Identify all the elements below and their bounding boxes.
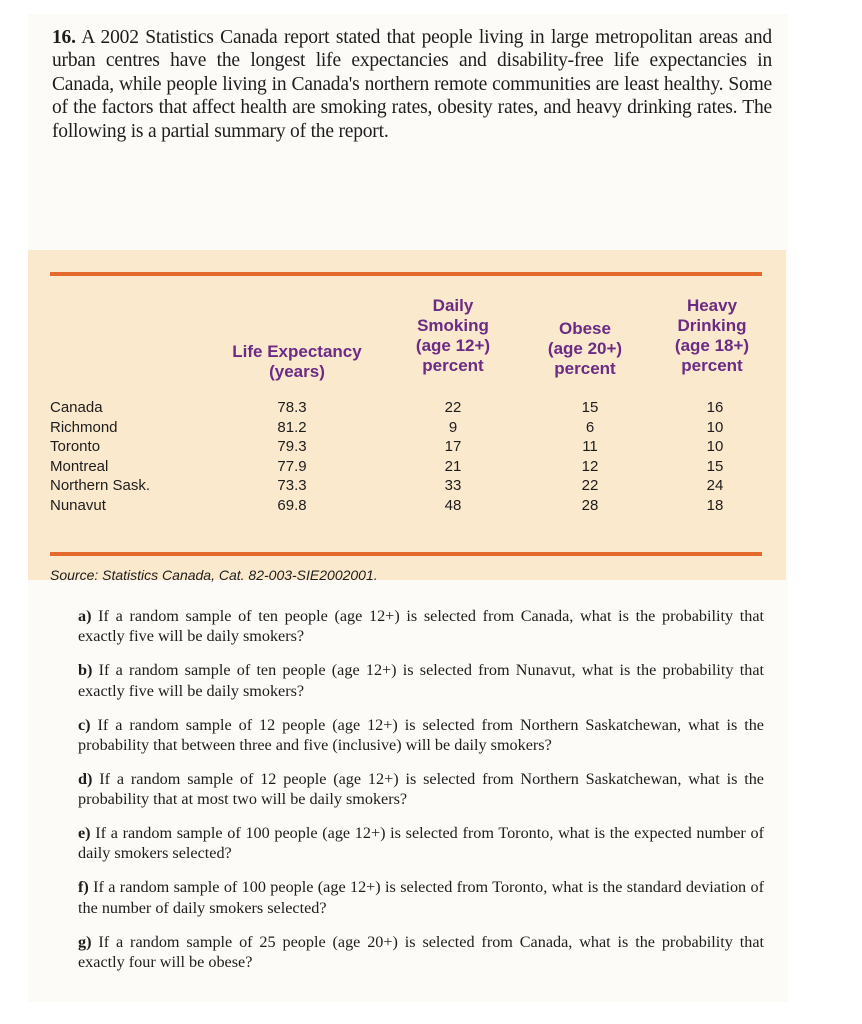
region-label: Toronto	[50, 438, 101, 455]
life-expectancy-column	[262, 398, 322, 515]
question-item	[78, 769, 764, 810]
region-label: Northern Sask.	[50, 477, 151, 494]
question-letter: a)	[78, 607, 92, 625]
table-cell: 15	[581, 399, 599, 416]
table-cell: 22	[581, 477, 599, 494]
question-letter: g)	[78, 932, 92, 951]
obese-column	[565, 398, 615, 515]
header-heavy-drinking: Heavy Drinking (age 18+) percent	[674, 296, 750, 375]
question-text: If a random sample of ten people (age 12+) is selected from Nunavut, what is the probability that exactly five will be daily smokers?	[78, 661, 765, 700]
table-cell: 10	[706, 418, 724, 436]
table-cell: 9	[448, 418, 458, 436]
region-column	[50, 398, 150, 515]
question-item	[78, 715, 764, 756]
source-label: Source:	[50, 567, 99, 583]
table-cell: 28	[581, 496, 599, 514]
table-cell: 15	[706, 457, 724, 475]
question-text: If a random sample of ten people (age 12+) is selected from Canada, what is the probability that exactly five will be daily smokers?	[78, 607, 765, 646]
table-cell: 77.9	[277, 457, 307, 475]
table-cell: 21	[444, 457, 462, 475]
question-item	[78, 932, 764, 973]
question-item	[78, 823, 764, 864]
table-cell: 48	[444, 496, 462, 514]
table-bottom-rule	[50, 552, 762, 556]
table-cell: 11	[582, 438, 598, 455]
question-letter: d)	[78, 769, 93, 788]
header-daily-smoking: Daily Smoking (age 12+) percent	[415, 296, 491, 375]
header-life-expectancy: Life Expectancy (years)	[232, 342, 362, 381]
table-cell: 6	[585, 418, 595, 436]
question-letter: f)	[78, 878, 89, 897]
problem-text: A 2002 Statistics Canada report stated that people living in large metropolitan areas and urban centres have the longest life expectancies and disability-free life expectancies in Canada, while people living in Canada's northern remote communities are least healthy. Some of the factors that affect health are smoking rates, obesity rates, and heavy drinking rates. The following is a partial summary of the report.	[52, 27, 772, 142]
region-label: Richmond	[50, 418, 118, 436]
table-cell: 18	[706, 496, 724, 514]
source-text: Statistics Canada, Cat. 82-003-SIE2002001.	[102, 567, 378, 583]
question-text: If a random sample of 100 people (age 12+) is selected from Toronto, what is the expected number of daily smokers selected?	[78, 824, 764, 863]
question-list	[78, 606, 764, 986]
table-cell: 79.3	[277, 438, 307, 455]
problem-intro	[52, 26, 772, 143]
question-text: If a random sample of 100 people (age 12+) is selected from Toronto, what is the standard deviation of the number of daily smokers selected?	[78, 878, 764, 917]
question-item	[78, 660, 764, 701]
header-obese: Obese (age 20+) percent	[547, 319, 623, 378]
table-cell: 78.3	[277, 399, 307, 416]
question-item	[78, 606, 764, 647]
region-label: Montreal	[50, 457, 109, 475]
table-cell: 73.3	[277, 477, 307, 494]
drinking-column	[690, 398, 740, 515]
table-cell: 12	[581, 457, 599, 475]
region-label: Nunavut	[50, 496, 106, 514]
question-text: If a random sample of 12 people (age 12+) is selected from Northern Saskatchewan, what is the probability that at most two will be daily smokers?	[78, 769, 764, 809]
table-source	[50, 567, 378, 583]
table-cell: 10	[706, 438, 724, 455]
question-letter: e)	[78, 824, 91, 843]
problem-number: 16.	[52, 27, 76, 48]
table-cell: 16	[706, 399, 724, 416]
question-text: If a random sample of 12 people (age 12+) is selected from Northern Saskatchewan, what is the probability that between three and five (inclusive) will be daily smokers?	[78, 715, 764, 754]
question-letter: b)	[78, 661, 93, 680]
table-cell: 81.2	[277, 418, 307, 436]
question-item	[78, 877, 764, 918]
table-cell: 33	[444, 477, 462, 494]
table-cell: 69.8	[277, 496, 307, 514]
question-letter: c)	[78, 715, 91, 734]
table-cell: 22	[444, 399, 462, 416]
table-cell: 24	[706, 477, 724, 494]
smoking-column	[428, 398, 478, 515]
region-label: Canada	[50, 399, 103, 416]
table-cell: 17	[444, 438, 462, 455]
question-text: If a random sample of 25 people (age 20+) is selected from Canada, what is the probability that exactly four will be obese?	[78, 932, 765, 971]
table-top-rule	[50, 272, 762, 276]
